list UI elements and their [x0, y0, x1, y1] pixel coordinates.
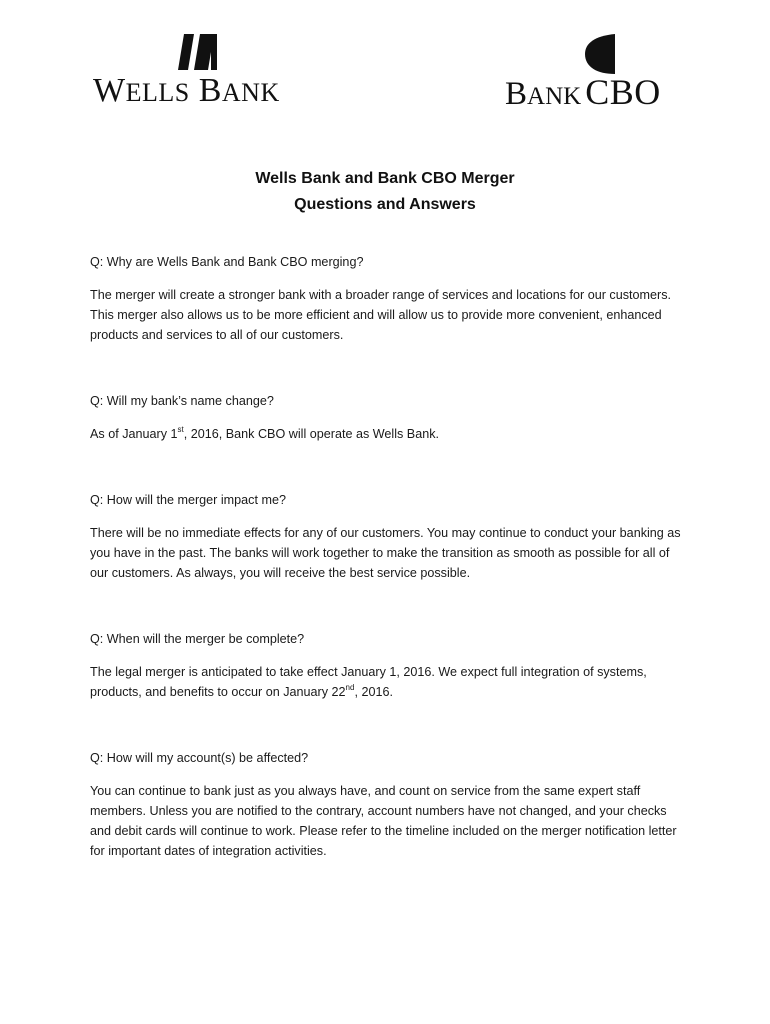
answer-text: You can continue to bank just as you always have, and count on service from the same expert staff members. Unless you are notified to the contrary, account numbers have not changed, and your checks and debit cards will continue to work. Please refer to the timeline included on the merger notification letter for important dates of integration activities.	[90, 784, 677, 858]
answer-text: The legal merger is anticipated to take effect January 1, 2016. We expect full integration of systems, products, and benefits to occur on January 22nd, 2016.	[90, 665, 647, 699]
wells-bank-logo	[93, 32, 313, 112]
wells-bank-wordmark: WELLS BANK	[93, 72, 280, 109]
question-text: Q: How will the merger impact me?	[90, 493, 286, 507]
question-text: Q: When will the merger be complete?	[90, 632, 305, 646]
qa-item	[90, 490, 690, 583]
answer-text: There will be no immediate effects for any of our customers. You may continue to conduct your banking as you have in the past. The banks will work together to make the transition as smooth as possible for all of our customers. As always, you will receive the best service possible.	[90, 526, 681, 580]
answer-text: As of January 1st, 2016, Bank CBO will operate as Wells Bank.	[90, 424, 440, 441]
question-text: Q: How will my account(s) be affected?	[90, 751, 309, 765]
qa-item	[90, 748, 690, 861]
wells-bank-mark-icon	[178, 32, 218, 72]
bank-cbo-logo	[505, 34, 695, 114]
qa-item	[90, 629, 690, 702]
answer-text: The merger will create a stronger bank with a broader range of services and locations for our customers. This merger also allows us to be more efficient and will allow us to provide more convenient, enhanced products and services to all of our customers.	[90, 288, 671, 342]
question-text: Q: Will my bank’s name change?	[90, 394, 274, 408]
qa-item	[90, 391, 690, 444]
title-line-2: Questions and Answers	[294, 196, 476, 213]
qa-item	[90, 252, 690, 345]
title-line-1: Wells Bank and Bank CBO Merger	[255, 170, 515, 187]
document-title	[0, 166, 770, 218]
qa-content	[90, 252, 690, 861]
bank-cbo-mark-icon	[581, 34, 619, 74]
question-text: Q: Why are Wells Bank and Bank CBO merging?	[90, 255, 364, 269]
bank-cbo-wordmark: BANK CBO	[505, 72, 661, 112]
